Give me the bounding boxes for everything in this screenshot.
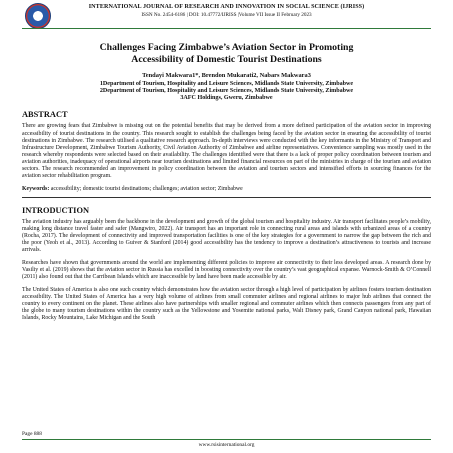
affiliation-2: 2Department of Tourism, Hospitality and Leisure Sciences, Midlands State University, Zimbabwe [99,88,354,95]
keywords-label: Keywords: [22,185,50,192]
journal-header [22,0,431,30]
intro-paragraph-3: The United States of America is also one such country which demonstrates how the aviation sector through a high level of participation by airlines fosters tourism destination accessibility. The United States of America has a very high volume of airlines from small commuter airlines and regional airlines to major hub airlines that connect the country to every continent on the planet. These airlines also have partnerships with smaller regional and commuter airlines which then connects passengers from any part of the globe to many tourism destinations within the country such as the Yellowstone and Yosemite national parks, Walt Disney park, Grand Canyon national park, Hawaiian Islands, Rocky Mountains, Lake Michigan and the South [22,287,431,322]
paper-title [22,42,431,65]
section-divider [22,197,431,198]
intro-paragraph-2: Researches have shown that governments around the world are implementing different policies to improve air connectivity to their less developed areas. A research done by Vasiliy et al. (2019) shows that the aviation sector in Russia has excelled in boosting connectivity over the country’s vast geographical expanse. Warnock-Smith & O’Connell (2011) also found out that the Carribean Islands which are inaccessible by land have been made accessible by air. [22,260,431,281]
title-line-1: Challenges Facing Zimbabwe’s Aviation Sector in Promoting [99,42,354,53]
affiliation-3: 3AFC Holdings, Gweru, Zimbabwe [180,95,273,102]
paper-authors: Tendayi Makwara1*, Brendon Mukarati2, Nabars Makwara3 [142,72,311,80]
journal-name: INTERNATIONAL JOURNAL OF RESEARCH AND INNOVATION IN SOCIAL SCIENCE (IJRISS) [88,4,365,10]
title-line-2: Accessibility of Domestic Tourist Destinations [131,53,322,65]
journal-info [22,4,431,18]
keywords-list: accessibility; domestic tourist destinations; challenges; aviation sector; Zimbabwe [49,185,243,192]
footer-url[interactable]: www.rsisinternational.org [198,442,255,448]
introduction-heading: INTRODUCTION [22,205,90,215]
abstract-heading: ABSTRACT [22,110,68,120]
affiliations [22,81,431,102]
affiliation-1: 1Department of Tourism, Hospitality and Leisure Sciences, Midlands State University, Zimbabwe [99,81,354,88]
keywords [22,186,431,193]
intro-paragraph-1: The aviation industry has arguably been the backbone in the development and growth of the global tourism and hospitality industry. Air transport facilitates people’s mobility, making long distance travel faster and safer (Mangwiro, 2022). Air transport has an important role in connecting rural areas and islands with urbanized areas of a country (Rocha, 2017). The development of connectivity and improved transportation facilities is one of the key strategies for a government to narrow the gap between the rich and the poor (Yeoh et al., 2013). According to Guiver & Stanford (2014) good accessibility has the tendency to improve a destination’s attractiveness to tourists and increase arrivals. [22,218,431,254]
header-rule [22,28,431,29]
page-number: Page 888 [22,431,42,437]
footer-rule [22,439,431,440]
abstract-text: There are growing fears that Zimbabwe is missing out on the potential benefits that may be derived from a more defined participation of the aviation sector in improving accessibility of tourist destinations in the country. This research sought to establish the challenges being faced by the aviation sector in ensuring the accessibility of tourist destinations in Zimbabwe. The research utilised a qualitative research approach. In-depth interviews were conducted with the key informants in the Ministry of Transport and Infrastructure Development, Zimbabwe Tourism Authority, Civil Aviation Authority of Zimbabwe and airline representatives. Convenience sampling was mostly used in the research whereby respondents were selected based on their availability. The challenges identified were that there is a lack of proper policy coordination between tourism and aviation authorities, inadequacy of operational airports near tourism destinations and limited financial resources on part of the ministries in charge of the tourism and aviation sectors. The research recommended an improvement in policy coordination between the aviation and tourism sectors and intensified efforts in sourcing finances for the aviation sector rehabilitation program. [22,123,431,179]
journal-issn: ISSN No. 2454-6186 | DOI: 10.47772/IJRISS |Volume VII Issue II February 2023 [141,12,312,18]
